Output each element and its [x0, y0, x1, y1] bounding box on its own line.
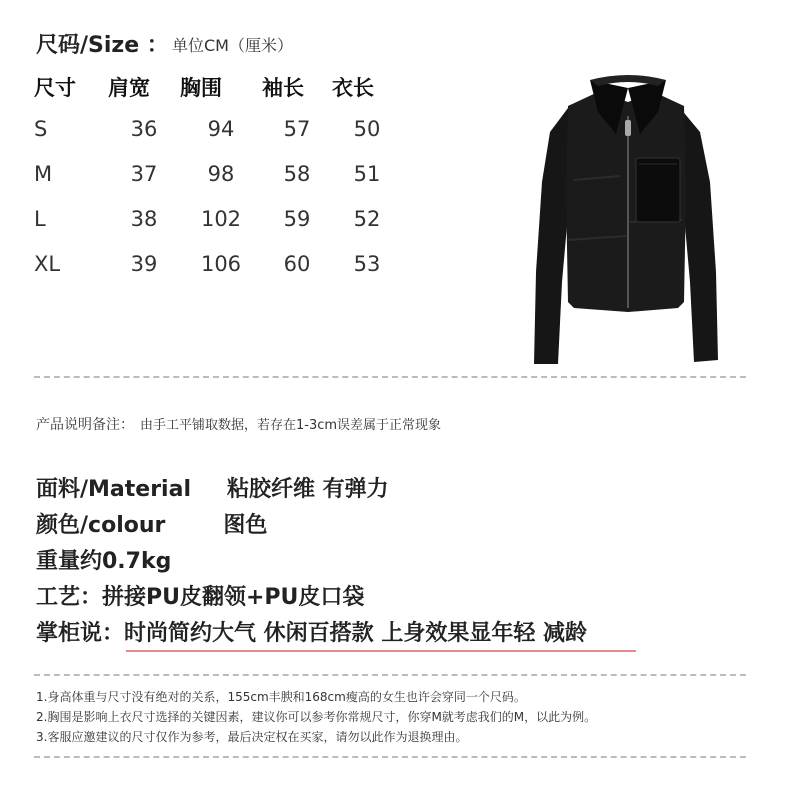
table-cell: 106 [200, 251, 242, 276]
color-label: 颜色/colour [36, 513, 166, 538]
table-cell: 58 [283, 161, 311, 186]
table-cell: 50 [353, 116, 381, 141]
table-cell: 38 [130, 206, 158, 231]
table-cell: 60 [283, 251, 311, 276]
table-row [30, 241, 402, 286]
shopkeeper-line: 掌柜说：时尚简约大气 休闲百搭款 上身效果显年轻 减龄 [36, 621, 587, 646]
table-cell: XL [34, 251, 61, 276]
remark-text: 由手工平铺取数据，若存在1-3cm误差属于正常现象 [140, 418, 442, 433]
color-value: 图色 [223, 513, 268, 538]
product-jacket-image [528, 72, 728, 368]
leather-pocket [636, 158, 680, 222]
table-cell: 57 [283, 116, 311, 141]
note-line: 3.客服应邀建议的尺寸仅作为参考，最后决定权在买家，请勿以此作为退换理由。 [36, 730, 468, 744]
craft-line: 工艺：拼接PU皮翻领+PU皮口袋 [36, 585, 365, 610]
size-table [30, 68, 402, 286]
table-cell: 59 [283, 206, 311, 231]
header-sleeve: 袖长 [262, 76, 304, 100]
collar-band [590, 75, 666, 86]
table-cell: L [34, 206, 46, 231]
table-cell: 36 [130, 116, 158, 141]
color-line [36, 508, 267, 539]
header-chest: 胸围 [180, 76, 222, 100]
zipper-pull [625, 120, 631, 136]
size-chart-title: 尺码/Size ： [36, 33, 169, 58]
dashed-divider [34, 376, 746, 378]
material-value: 粘胶纤维 有弹力 [227, 477, 389, 502]
accent-underline [126, 650, 636, 652]
product-remark [36, 414, 441, 434]
table-cell: 39 [130, 251, 158, 276]
dashed-divider [34, 756, 746, 758]
table-row [30, 151, 402, 196]
weight-line: 重量约0.7kg [36, 549, 172, 574]
table-cell: 94 [207, 116, 235, 141]
header-size: 尺寸 [34, 76, 76, 100]
table-cell: 98 [207, 161, 235, 186]
table-row [30, 106, 402, 151]
table-cell: 53 [353, 251, 381, 276]
dashed-divider [34, 674, 746, 676]
note-line: 1.身高体重与尺寸没有绝对的关系，155cm丰腴和168cm瘦高的女生也许会穿同一个尺码。 [36, 690, 526, 704]
header-length: 衣长 [332, 76, 374, 100]
table-cell: 52 [353, 206, 381, 231]
table-cell: 51 [353, 161, 381, 186]
table-cell: M [34, 161, 53, 186]
table-cell: 37 [130, 161, 158, 186]
material-line [36, 472, 389, 503]
header-shoulder: 肩宽 [108, 76, 150, 100]
table-row [30, 196, 402, 241]
size-unit-label: 单位CM（厘米） [172, 36, 293, 55]
remark-label: 产品说明备注： [36, 417, 134, 433]
material-label: 面料/Material [36, 477, 191, 502]
note-line: 2.胸围是影响上衣尺寸选择的关键因素，建议你可以参考你常规尺寸，你穿M就考虑我们的M，以此为例。 [36, 710, 597, 724]
table-cell: 102 [200, 206, 242, 231]
size-table-header [30, 68, 402, 106]
table-cell: S [34, 116, 48, 141]
